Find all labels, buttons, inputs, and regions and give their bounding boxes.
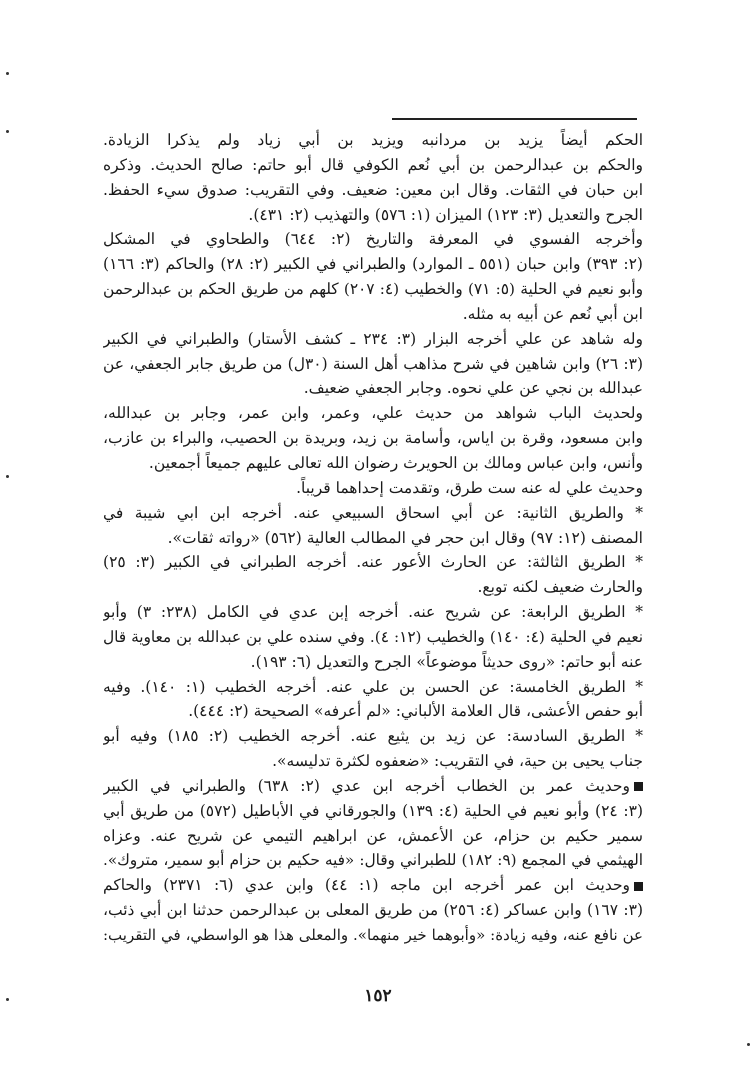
text-line: الجرح والتعديل (٣: ١٢٣) الميزان (١: ٥٧٦) والتهذيب (٢: ٤٣١).: [248, 205, 643, 224]
scan-speck: [6, 72, 9, 75]
scan-speck: [6, 475, 9, 478]
text-line: وابن مسعود، وقرة بن اياس، وأسامة بن زيد، وبريدة بن الحصيب، والبراء بن عازب،: [103, 429, 643, 448]
text-line: المصنف (١٢: ٩٧) وقال ابن حجر في المطالب العالية (٥٦٢) «رواته ثقات».: [167, 528, 643, 547]
text-line: عنه أبو حاتم: «روى حديثاً موضوعاً» الجرح والتعديل (٦: ١٩٣).: [250, 652, 643, 671]
text-line-with-marker: [103, 774, 643, 799]
text-line-with-marker: [103, 873, 643, 898]
text-line: عن نافع عنه، وفيه زيادة: «وأبوهما خير منهما». والمعلى هذا هو الواسطي، في التقريب:: [103, 926, 643, 944]
scan-speck: [6, 998, 9, 1001]
text-line: * والطريق الثانية: عن أبي اسحاق السبيعي عنه. أخرجه ابن ابي شيبة في: [103, 503, 643, 522]
text-line: (٣: ١٦٧) وابن عساكر (٤: ٢٥٦) من طريق المعلى بن عبدالرحمن حدثنا ابن أبي ذئب،: [103, 901, 643, 920]
text-line: ابن حبان في الثقات. وقال ابن معين: ضعيف. وفي التقريب: صدوق سيء الحفظ.: [103, 180, 643, 199]
text-line: وأنس، وابن عباس ومالك بن الحويرث رضوان الله تعالى عليهم جميعاً أجمعين.: [148, 453, 643, 472]
text-line: وله شاهد عن علي أخرجه البزار (٣: ٢٣٤ ـ كشف الأستار) والطبراني في الكبير: [103, 329, 643, 348]
square-bullet-icon: [634, 782, 643, 791]
text-line: (٣: ٢٦) وابن شاهين في شرح مذاهب أهل السنة (٣٠ل) من طريق جابر الجعفي، عن: [103, 354, 643, 373]
text-line: وحديث ابن عمر أخرجه ابن ماجه (١: ٤٤) وابن عدي (٦: ٢٣٧١) والحاكم: [103, 876, 631, 895]
text-line: وأخرجه الفسوي في المعرفة والتاريخ (٢: ٦٤٤) والطحاوي في المشكل: [103, 230, 643, 249]
text-line: وحديث عمر بن الخطاب أخرجه ابن عدي (٢: ٦٣٨) والطبراني في الكبير: [103, 776, 630, 795]
text-line: جناب يحيى بن حية، في التقريب: «ضعفوه لكثرة تدليسه».: [272, 752, 643, 771]
text-line: والحكم بن عبدالرحمن بن أبي نُعم الكوفي قال أبو حاتم: صالح الحديث. وذكره: [103, 155, 643, 174]
scan-speck: [747, 1043, 750, 1046]
text-line: الحكم أيضاً يزيد بن مردانبه ويزيد بن أبي زياد ولم يذكرا الزيادة.: [103, 131, 643, 149]
text-line: سمير حكيم بن حزام، عن الأعمش، عن ابراهيم التيمي عن شريح عنه. وعزاه: [103, 826, 643, 845]
text-line: (٣: ٢٤) وأبو نعيم في الحلية (٤: ١٣٩) والجورقاني في الأباطيل (٥٧٢) من طريق أبي: [103, 801, 643, 820]
page-number: ١٥٢: [364, 986, 392, 1006]
text-line: الهيثمي في المجمع (٩: ١٨٢) للطبراني وقال: «فيه حكيم بن حزام أبو سمير، متروك».: [103, 851, 643, 870]
text-line: أبو حفص الأعشى، قال العلامة الألباني: «لم أعرفه» الصحيحة (٢: ٤٤٤).: [188, 702, 643, 721]
text-line: ولحديث الباب شواهد من حديث علي، وعمر، وابن عمر، وجابر بن عبدالله،: [103, 404, 643, 423]
text-line: * الطريق الثالثة: عن الحارث الأعور عنه. أخرجه الطبراني في الكبير (٣: ٢٥): [103, 553, 643, 572]
square-bullet-icon: [634, 882, 643, 891]
text-line: * الطريق السادسة: عن زيد بن يثيع عنه. أخرجه الخطيب (٢: ١٨٥) وفيه أبو: [103, 727, 643, 746]
footnote-separator-rule: [392, 118, 637, 120]
text-line: ابن أبي نُعم عن أبيه به مثله.: [462, 304, 643, 323]
text-line: وحديث علي له عنه ست طرق، وتقدمت إحداهما قريباً.: [296, 478, 643, 497]
text-line: وأبو نعيم في الحلية (٥: ٧١) والخطيب (٤: ٢٠٧) كلهم من طريق الحكم بن عبدالرحمن: [103, 280, 643, 299]
text-line: والحارث ضعيف لكنه توبع.: [477, 578, 643, 597]
text-line: عبدالله بن نجي عن علي نحوه. وجابر الجعفي ضعيف.: [303, 379, 643, 398]
text-line: * الطريق الخامسة: عن الحسن بن علي عنه. أخرجه الخطيب (١: ١٤٠). وفيه: [103, 677, 643, 696]
footnote-text-block: [103, 128, 643, 948]
text-line: * الطريق الرابعة: عن شريح عنه. أخرجه إبن عدي في الكامل (٢٣٨: ٣) وأبو: [103, 603, 643, 622]
text-line: (٢: ٣٩٣) وابن حبان (٥٥١ ـ الموارد) والطبراني في الكبير (٢: ٢٨) والحاكم (٣: ١٦٦): [103, 255, 643, 274]
scan-speck: [6, 130, 9, 133]
text-line: نعيم في الحلية (٤: ١٤٠) والخطيب (١٢: ٤). وفي سنده علي بن عبدالله بن معاوية قال: [103, 627, 643, 646]
